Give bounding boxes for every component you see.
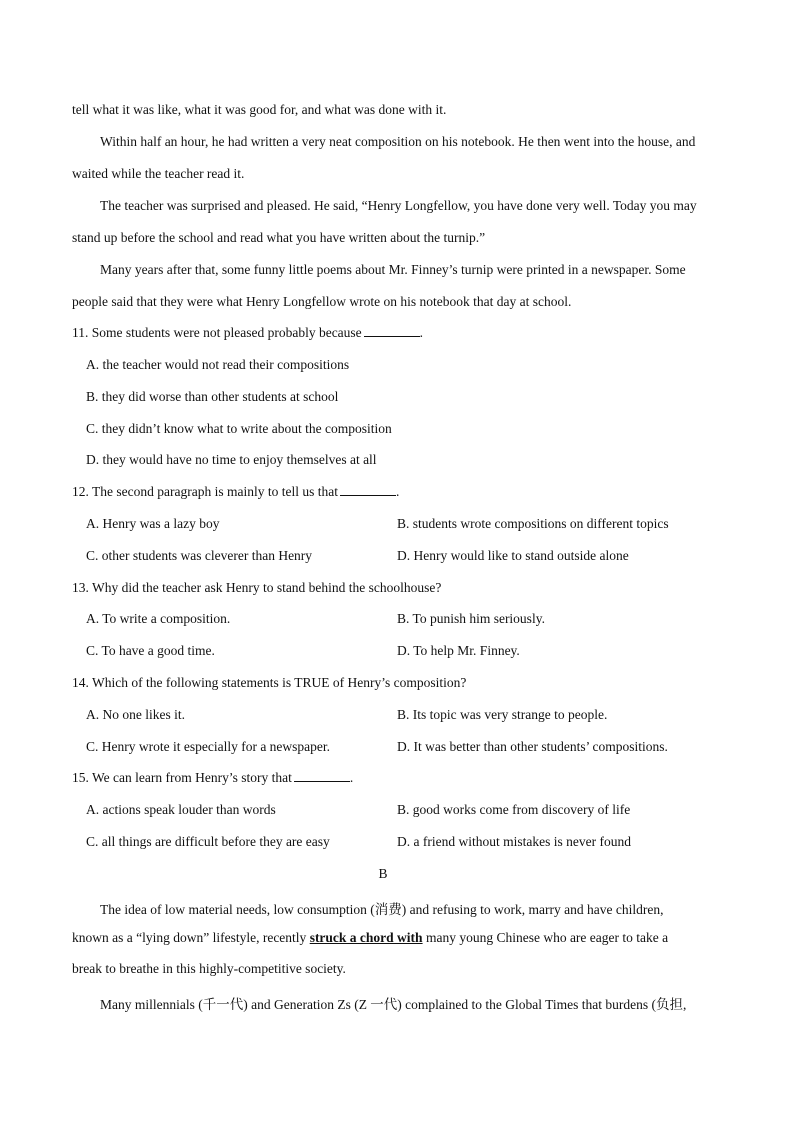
- option-a[interactable]: A. No one likes it.: [86, 707, 185, 722]
- answer-blank[interactable]: [294, 770, 350, 782]
- option-a[interactable]: A. To write a composition.: [86, 611, 231, 626]
- option-d[interactable]: D. Henry would like to stand outside alone: [397, 548, 629, 563]
- paragraph-line: waited while the teacher read it.: [72, 166, 245, 181]
- question-stem: 11. Some students were not pleased probably because .: [72, 325, 424, 340]
- option-c[interactable]: C. all things are difficult before they are easy: [86, 834, 330, 849]
- paragraph-line: stand up before the school and read what you have written about the turnip.”: [72, 230, 486, 245]
- option-a[interactable]: A. actions speak louder than words: [86, 802, 276, 817]
- paragraph-line: tell what it was like, what it was good for, and what was done with it.: [72, 102, 447, 117]
- paragraph-line: The teacher was surprised and pleased. He said, “Henry Longfellow, you have done very well. Today you may: [100, 198, 697, 213]
- option-a[interactable]: A. Henry was a lazy boy: [86, 516, 220, 531]
- paragraph-line: break to breathe in this highly-competitive society.: [72, 961, 346, 976]
- option-b[interactable]: B. they did worse than other students at school: [86, 389, 339, 404]
- option-c[interactable]: C. other students was cleverer than Henry: [86, 548, 313, 563]
- question-stem: 13. Why did the teacher ask Henry to stand behind the schoolhouse?: [72, 580, 442, 595]
- paragraph-line: Many millennials (千一代) and Generation Zs (Z 一代) complained to the Global Times that burdens (负担,: [100, 997, 687, 1012]
- answer-blank[interactable]: [364, 325, 420, 337]
- highlighted-phrase: struck a chord with: [309, 930, 423, 945]
- option-d[interactable]: D. a friend without mistakes is never found: [397, 834, 631, 849]
- option-d[interactable]: D. To help Mr. Finney.: [397, 643, 520, 658]
- option-b[interactable]: B. To punish him seriously.: [397, 611, 545, 626]
- section-heading: B: [378, 866, 388, 881]
- option-a[interactable]: A. the teacher would not read their compositions: [86, 357, 350, 372]
- option-d[interactable]: D. they would have no time to enjoy themselves at all: [86, 452, 377, 467]
- question-stem: 12. The second paragraph is mainly to tell us that .: [72, 484, 400, 499]
- option-c[interactable]: C. Henry wrote it especially for a newspaper.: [86, 739, 331, 754]
- option-d[interactable]: D. It was better than other students’ compositions.: [397, 739, 668, 754]
- answer-blank[interactable]: [340, 484, 396, 496]
- paragraph-line: people said that they were what Henry Longfellow wrote on his notebook that day at school.: [72, 294, 572, 309]
- option-c[interactable]: C. To have a good time.: [86, 643, 215, 658]
- paragraph-line: known as a “lying down” lifestyle, recently struck a chord with many young Chinese who are eager to take a: [72, 930, 669, 945]
- question-stem: 15. We can learn from Henry’s story that .: [72, 770, 354, 785]
- paragraph-line: Many years after that, some funny little poems about Mr. Finney’s turnip were printed in a newspaper. Some: [100, 262, 686, 277]
- paragraph-line: Within half an hour, he had written a very neat composition on his notebook. He then went into the house, and: [100, 134, 696, 149]
- paragraph-line: The idea of low material needs, low consumption (消费) and refusing to work, marry and have children,: [100, 902, 664, 917]
- option-b[interactable]: B. good works come from discovery of life: [397, 802, 631, 817]
- option-b[interactable]: B. students wrote compositions on different topics: [397, 516, 669, 531]
- question-stem: 14. Which of the following statements is TRUE of Henry’s composition?: [72, 675, 467, 690]
- option-b[interactable]: B. Its topic was very strange to people.: [397, 707, 608, 722]
- option-c[interactable]: C. they didn’t know what to write about the composition: [86, 421, 392, 436]
